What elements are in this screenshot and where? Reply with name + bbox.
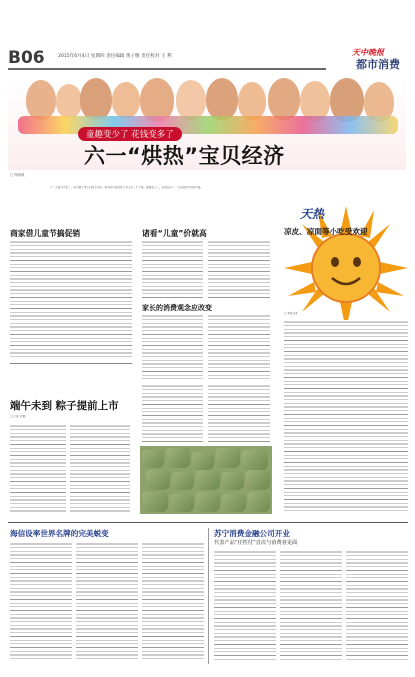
article-body <box>208 314 270 380</box>
article-body <box>208 240 270 300</box>
article-title: 家长的消费观念应改变 <box>142 304 212 312</box>
child-photo <box>80 78 112 120</box>
divider <box>8 522 408 523</box>
article-body <box>280 550 342 662</box>
zongzi-photo <box>140 446 272 514</box>
article-title: 诸看“儿童”价就高 <box>142 229 207 238</box>
hot-subtitle: 凉皮、凉面等小吃受欢迎 <box>284 227 368 236</box>
article-title: 商家借儿童节搞促销 <box>10 229 81 238</box>
child-photo <box>56 84 82 118</box>
masthead <box>0 0 415 78</box>
article-title: 苏宁消费金融公司开业 <box>214 529 290 538</box>
divider <box>10 363 132 364</box>
article-body <box>142 384 203 442</box>
child-photo <box>176 80 206 120</box>
children-clothes <box>18 116 398 134</box>
photo-caption: □ 记者 文/图 <box>10 415 26 418</box>
feature-caption: □ 杨玥威 <box>10 173 25 177</box>
paper-logo: 天中晚报 <box>352 48 384 57</box>
feature-title: 六一“烘热”宝贝经济 <box>84 144 285 168</box>
section-label: 都市消费 <box>356 58 400 71</box>
hot-title: 天热 <box>300 207 325 221</box>
child-photo <box>26 80 56 120</box>
divider <box>208 528 209 664</box>
article-body <box>10 542 72 662</box>
article-body <box>142 314 203 380</box>
photo-caption: □ 本报记者 <box>284 312 298 315</box>
masthead-rule <box>8 68 326 70</box>
article-body <box>214 550 276 662</box>
child-photo <box>268 78 300 120</box>
article-body <box>70 424 130 512</box>
date-line: 2015年6月4日 星期四 责任编辑 黄子敬 责任校对 王 利 <box>58 54 172 59</box>
article-body <box>76 542 138 662</box>
child-photo <box>238 82 266 120</box>
child-photo <box>300 81 330 121</box>
feature-banner <box>8 78 406 170</box>
feature-subtitle: 童趣变少了 花钱变多了 <box>78 127 182 141</box>
article-body <box>284 320 408 512</box>
intro-text: 六一儿童节过去了，这个属于孩子们的节日里，很多家长都在孩子身上花了不少钱。童趣变少了，花钱变多了，“宝贝经济”持续升温。 <box>50 186 204 189</box>
article-body <box>142 240 203 300</box>
article-subtitle: 代表产品“任性付”首次与消费者见面 <box>214 540 298 546</box>
page-number: B06 <box>8 48 45 68</box>
child-photo <box>206 78 238 120</box>
article-title: 端午未到 粽子提前上市 <box>10 400 119 412</box>
article-body <box>346 550 408 662</box>
article-title: 海信设率世界名牌的完美蜕变 <box>10 529 109 538</box>
article-body <box>208 384 270 442</box>
child-photo <box>112 82 140 118</box>
article-body <box>142 542 204 662</box>
article-body <box>10 424 66 512</box>
article-body <box>10 240 132 360</box>
